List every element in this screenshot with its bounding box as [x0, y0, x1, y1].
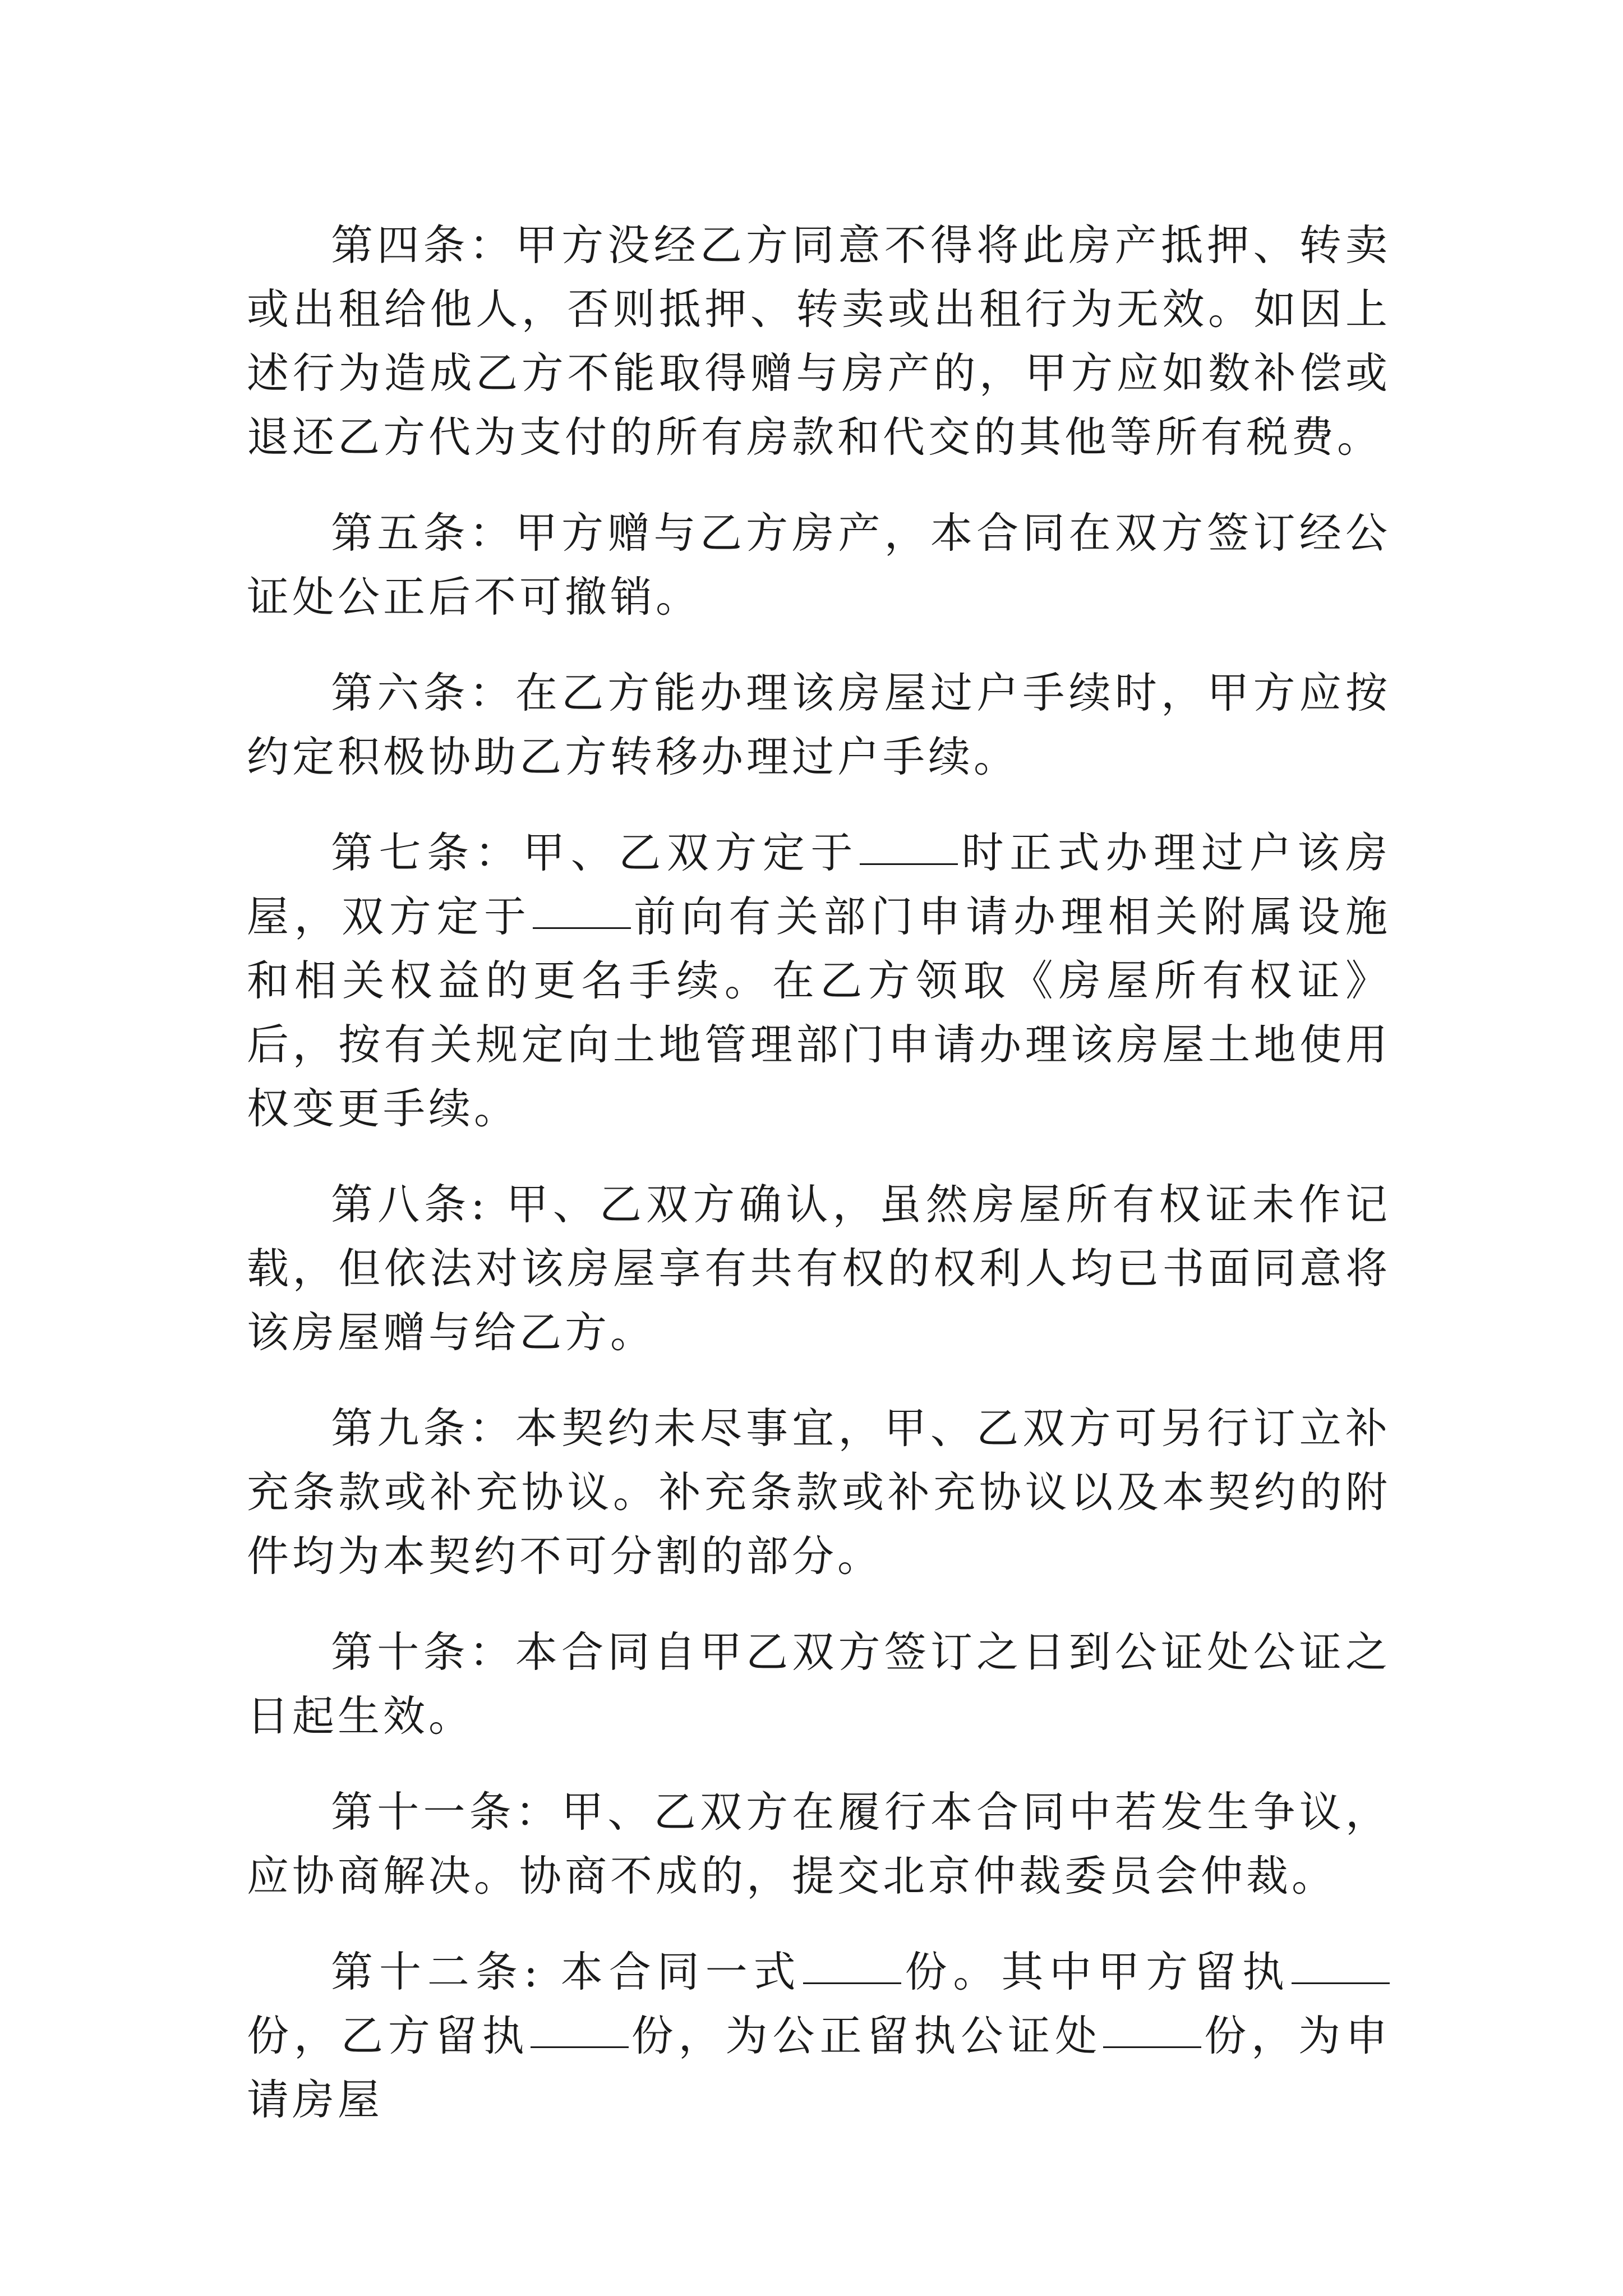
clause-6-text: 第六条：在乙方能办理该房屋过户手续时，甲方应按约定积极协助乙方转移办理过户手续。	[247, 668, 1391, 781]
clause-9	[247, 1396, 1391, 1588]
clause-4	[247, 213, 1391, 469]
clause-11-text: 第十一条：甲、乙双方在履行本合同中若发生争议，应协商解决。协商不成的，提交北京仲裁委员会仲裁。	[247, 1787, 1391, 1901]
clause-12-text: 第十二条: 本合同一式	[331, 1947, 802, 1996]
clause-8	[247, 1172, 1391, 1364]
clause-7-text: 前向有关部门申请办理相关附属设施和相关权益的更名手续。在乙方领取《房屋所有权证》后，按有关规定向土地管理部门申请办理该房屋土地使用权变更手续。	[247, 892, 1391, 1133]
clause-12-text: 份，为申请房屋	[247, 2011, 1391, 2124]
clause-6	[247, 661, 1391, 789]
clause-12-text: 份，乙方留执	[247, 2011, 529, 2060]
clause-12-text: 份，为公正留执公证处	[629, 2011, 1103, 2060]
clause-5-text: 第五条：甲方赠与乙方房产，本合同在双方签订经公证处公正后不可撤销。	[247, 508, 1391, 622]
fill-in-blank[interactable]	[1292, 1940, 1390, 1984]
clause-11	[247, 1780, 1391, 1908]
clause-12-text: 份。其中甲方留执	[902, 1947, 1290, 1996]
clause-10-text: 第十条：本合同自甲乙双方签订之日到公证处公证之日起生效。	[247, 1627, 1391, 1741]
clause-7-text: 时正式办理过户该房屋，双方定于	[247, 828, 1391, 941]
clause-9-text: 第九条：本契约未尽事宜，甲、乙双方可另行订立补充条款或补充协议。补充条款或补充协议以及本契约的附件均为本契约不可分割的部分。	[247, 1404, 1391, 1581]
fill-in-blank[interactable]	[1103, 2004, 1201, 2048]
clause-8-text: 第八条: 甲、乙双方确认，虽然房屋所有权证未作记载，但依法对该房屋享有共有权的权利人均已书面同意将该房屋赠与给乙方。	[247, 1180, 1391, 1357]
fill-in-blank[interactable]	[531, 2004, 629, 2048]
fill-in-blank[interactable]	[803, 1940, 901, 1984]
clause-7-text: 第七条：甲、乙双方定于	[331, 828, 859, 877]
clause-12	[247, 1940, 1391, 2132]
clause-10	[247, 1620, 1391, 1748]
fill-in-blank[interactable]	[533, 885, 631, 929]
clause-7	[247, 821, 1391, 1140]
contract-body	[247, 213, 1391, 2164]
fill-in-blank[interactable]	[860, 821, 958, 865]
clause-5	[247, 501, 1391, 629]
clause-4-text: 第四条：甲方没经乙方同意不得将此房产抵押、转卖或出租给他人，否则抵押、转卖或出租行为无效。如因上述行为造成乙方不能取得赠与房产的，甲方应如数补偿或退还乙方代为支付的所有房款和代交的其他等所有税费。	[247, 220, 1391, 462]
